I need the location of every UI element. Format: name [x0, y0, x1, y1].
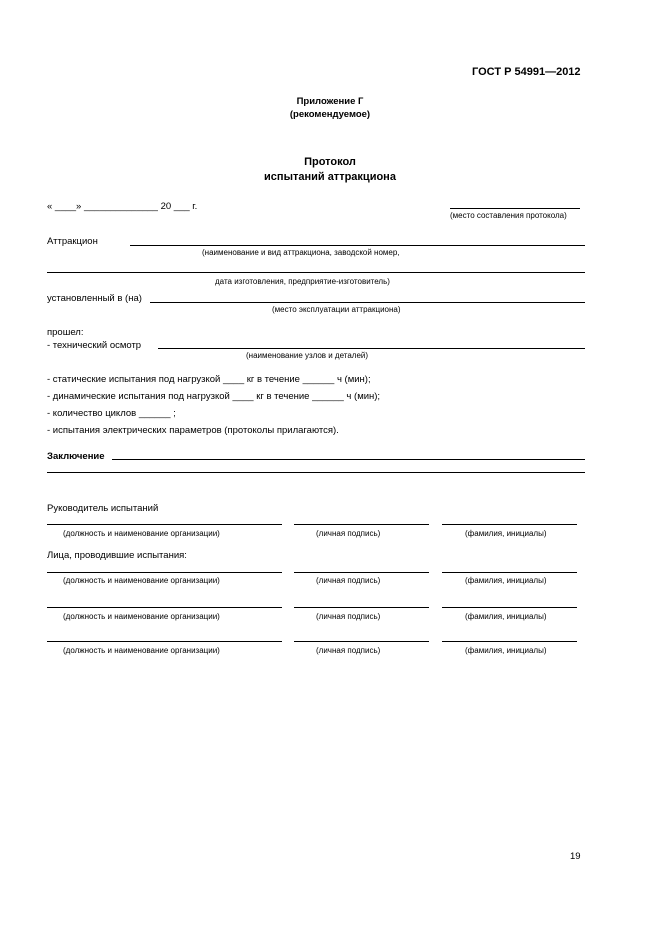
position-line	[47, 641, 282, 642]
signature-line	[294, 641, 429, 642]
place-line	[450, 208, 580, 209]
signature-caption: (личная подпись)	[316, 529, 381, 538]
electric-test-line: - испытания электрических параметров (протоколы прилагаются).	[47, 425, 339, 436]
conclusion-line-2	[47, 472, 585, 473]
name-line	[442, 524, 577, 525]
appendix-type: (рекомендуемое)	[289, 109, 371, 120]
document-standard-number: ГОСТ Р 54991—2012	[472, 66, 581, 78]
date-field: « ____» ______________ 20 ___ г.	[47, 201, 198, 212]
attraction-caption-1: (наименование и вид аттракциона, заводской номер,	[202, 248, 400, 257]
static-test-line: - статические испытания под нагрузкой ____ кг в течение ______ ч (мин);	[47, 374, 371, 385]
passed-label: прошел:	[47, 327, 84, 338]
head-label: Руководитель испытаний	[47, 503, 159, 514]
signature-caption: (личная подпись)	[316, 646, 381, 655]
attraction-caption-2: дата изготовления, предприятие-изготовитель)	[215, 277, 390, 286]
position-line	[47, 607, 282, 608]
name-caption: (фамилия, инициалы)	[465, 612, 547, 621]
position-caption: (должность и наименование организации)	[63, 529, 220, 538]
installed-caption: (место эксплуатации аттракциона)	[272, 305, 401, 314]
conclusion-line-1	[112, 459, 585, 460]
place-caption: (место составления протокола)	[450, 211, 567, 220]
signature-line	[294, 524, 429, 525]
position-line	[47, 524, 282, 525]
name-line	[442, 572, 577, 573]
attraction-label: Аттракцион	[47, 236, 98, 247]
inspection-line	[158, 348, 585, 349]
name-line	[442, 607, 577, 608]
name-caption: (фамилия, инициалы)	[465, 529, 547, 538]
persons-label: Лица, проводившие испытания:	[47, 550, 187, 561]
protocol-title: Протокол	[304, 156, 356, 168]
installed-label: установленный в (на)	[47, 293, 142, 304]
page-number: 19	[570, 851, 581, 862]
name-caption: (фамилия, инициалы)	[465, 576, 547, 585]
protocol-subtitle: испытаний аттракциона	[264, 171, 396, 183]
signature-caption: (личная подпись)	[316, 612, 381, 621]
appendix-title: Приложение Г	[296, 96, 364, 107]
name-line	[442, 641, 577, 642]
inspection-label: - технический осмотр	[47, 340, 142, 351]
inspection-caption: (наименование узлов и деталей)	[246, 351, 369, 360]
attraction-line-2	[47, 272, 585, 273]
position-line	[47, 572, 282, 573]
conclusion-label: Заключение	[47, 451, 105, 462]
cycles-line: - количество циклов ______ ;	[47, 408, 176, 419]
signature-caption: (личная подпись)	[316, 576, 381, 585]
position-caption: (должность и наименование организации)	[63, 612, 220, 621]
name-caption: (фамилия, инициалы)	[465, 646, 547, 655]
attraction-line	[130, 245, 585, 246]
position-caption: (должность и наименование организации)	[63, 576, 220, 585]
position-caption: (должность и наименование организации)	[63, 646, 220, 655]
dynamic-test-line: - динамические испытания под нагрузкой ____ кг в течение ______ ч (мин);	[47, 391, 381, 402]
signature-line	[294, 607, 429, 608]
installed-line	[150, 302, 585, 303]
signature-line	[294, 572, 429, 573]
